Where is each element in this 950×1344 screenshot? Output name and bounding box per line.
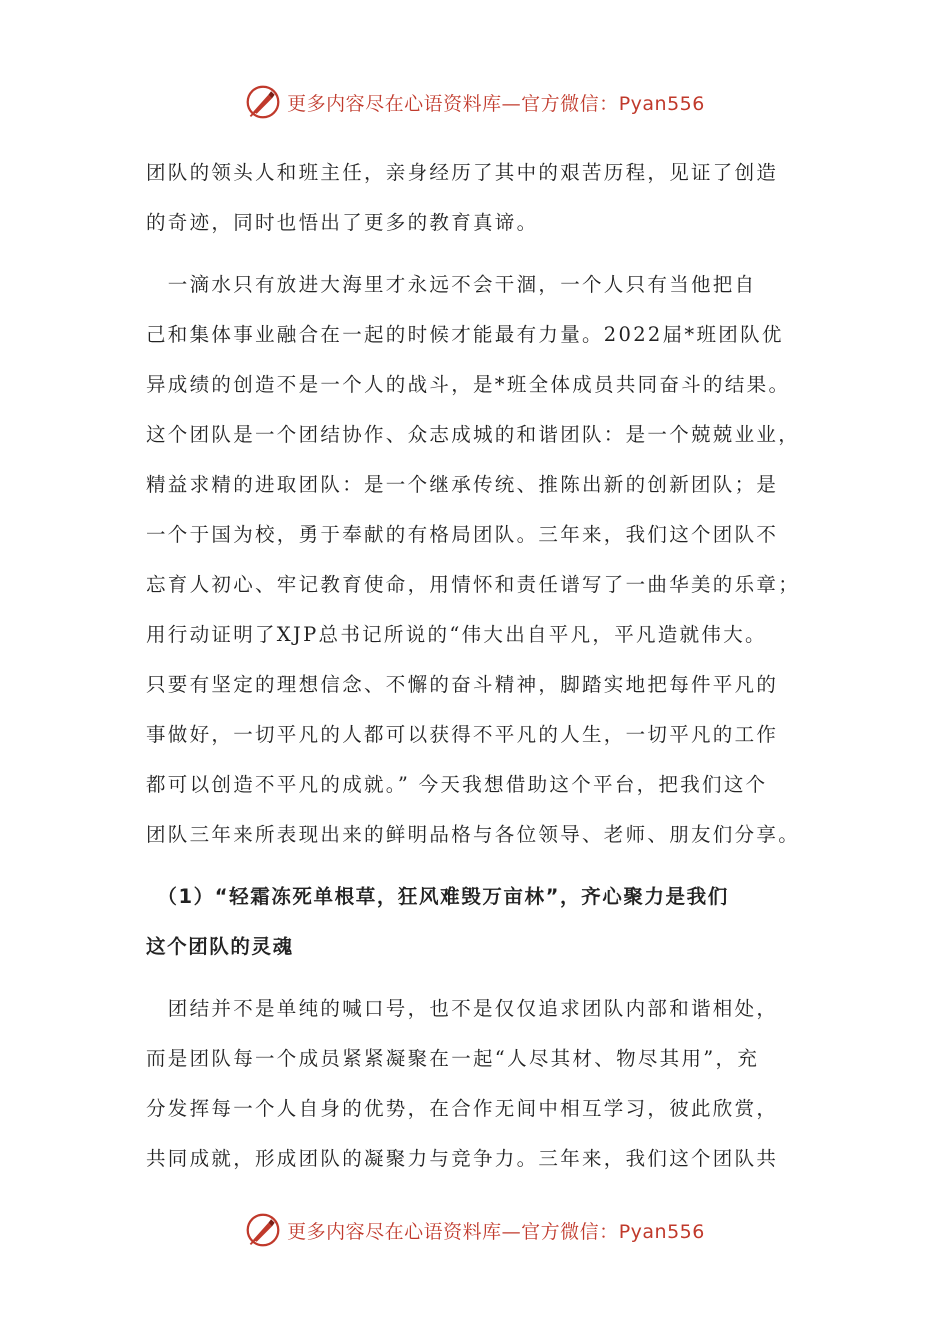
paragraph <box>146 984 810 1184</box>
text-line: 共同成就，形成团队的凝聚力与竞争力。三年来，我们这个团队共 <box>146 1147 779 1170</box>
text-line: 用行动证明了XJP总书记所说的“伟大出自平凡，平凡造就伟大。 <box>146 623 767 646</box>
paragraph <box>146 148 810 248</box>
header-banner <box>0 82 950 122</box>
text-line: 的奇迹，同时也悟出了更多的教育真谛。 <box>146 211 539 234</box>
banner-text: 更多内容尽在心语资料库—官方微信：Pyan556 <box>287 1220 705 1243</box>
pen-nib-icon <box>245 84 281 120</box>
text-line: 分发挥每一个人自身的优势，在合作无间中相互学习，彼此欣赏， <box>146 1097 779 1120</box>
footer-banner <box>0 1210 950 1250</box>
text-line: 一滴水只有放进大海里才永远不会干涸，一个人只有当他把自 <box>146 273 757 296</box>
banner-text: 更多内容尽在心语资料库—官方微信：Pyan556 <box>287 92 705 115</box>
text-line: 这个团队是一个团结协作、众志成城的和谐团队：是一个兢兢业业， <box>146 423 801 446</box>
pen-nib-icon <box>245 1212 281 1248</box>
text-line: 这个团队的灵魂 <box>146 935 294 958</box>
text-line: 精益求精的进取团队：是一个继承传统、推陈出新的创新团队；是 <box>146 473 779 496</box>
section-heading <box>146 872 810 972</box>
text-line: 都可以创造不平凡的成就。” 今天我想借助这个平台，把我们这个 <box>146 773 768 796</box>
text-line: 事做好，一切平凡的人都可以获得不平凡的人生，一切平凡的工作 <box>146 723 779 746</box>
text-line: 只要有坚定的理想信念、不懈的奋斗精神，脚踏实地把每件平凡的 <box>146 673 779 696</box>
paragraph <box>146 260 810 860</box>
text-line: 团结并不是单纯的喊口号，也不是仅仅追求团队内部和谐相处， <box>146 997 779 1020</box>
text-line: 团队的领头人和班主任，亲身经历了其中的艰苦历程，见证了创造 <box>146 161 779 184</box>
text-line: 一个于国为校，勇于奉献的有格局团队。三年来，我们这个团队不 <box>146 523 779 546</box>
text-line: 己和集体事业融合在一起的时候才能最有力量。2022届*班团队优 <box>146 323 784 346</box>
text-line: 异成绩的创造不是一个人的战斗，是*班全体成员共同奋斗的结果。 <box>146 373 791 396</box>
document-body <box>146 148 810 1184</box>
text-line: 而是团队每一个成员紧紧凝聚在一起“人尽其材、物尽其用”，充 <box>146 1047 760 1070</box>
text-line: 忘育人初心、牢记教育使命，用情怀和责任谱写了一曲华美的乐章； <box>146 573 801 596</box>
text-line: 团队三年来所表现出来的鲜明品格与各位领导、老师、朋友们分享。 <box>146 823 801 846</box>
text-line: （1）“轻霜冻死单根草，狂风难毁万亩林”，齐心聚力是我们 <box>146 885 729 908</box>
